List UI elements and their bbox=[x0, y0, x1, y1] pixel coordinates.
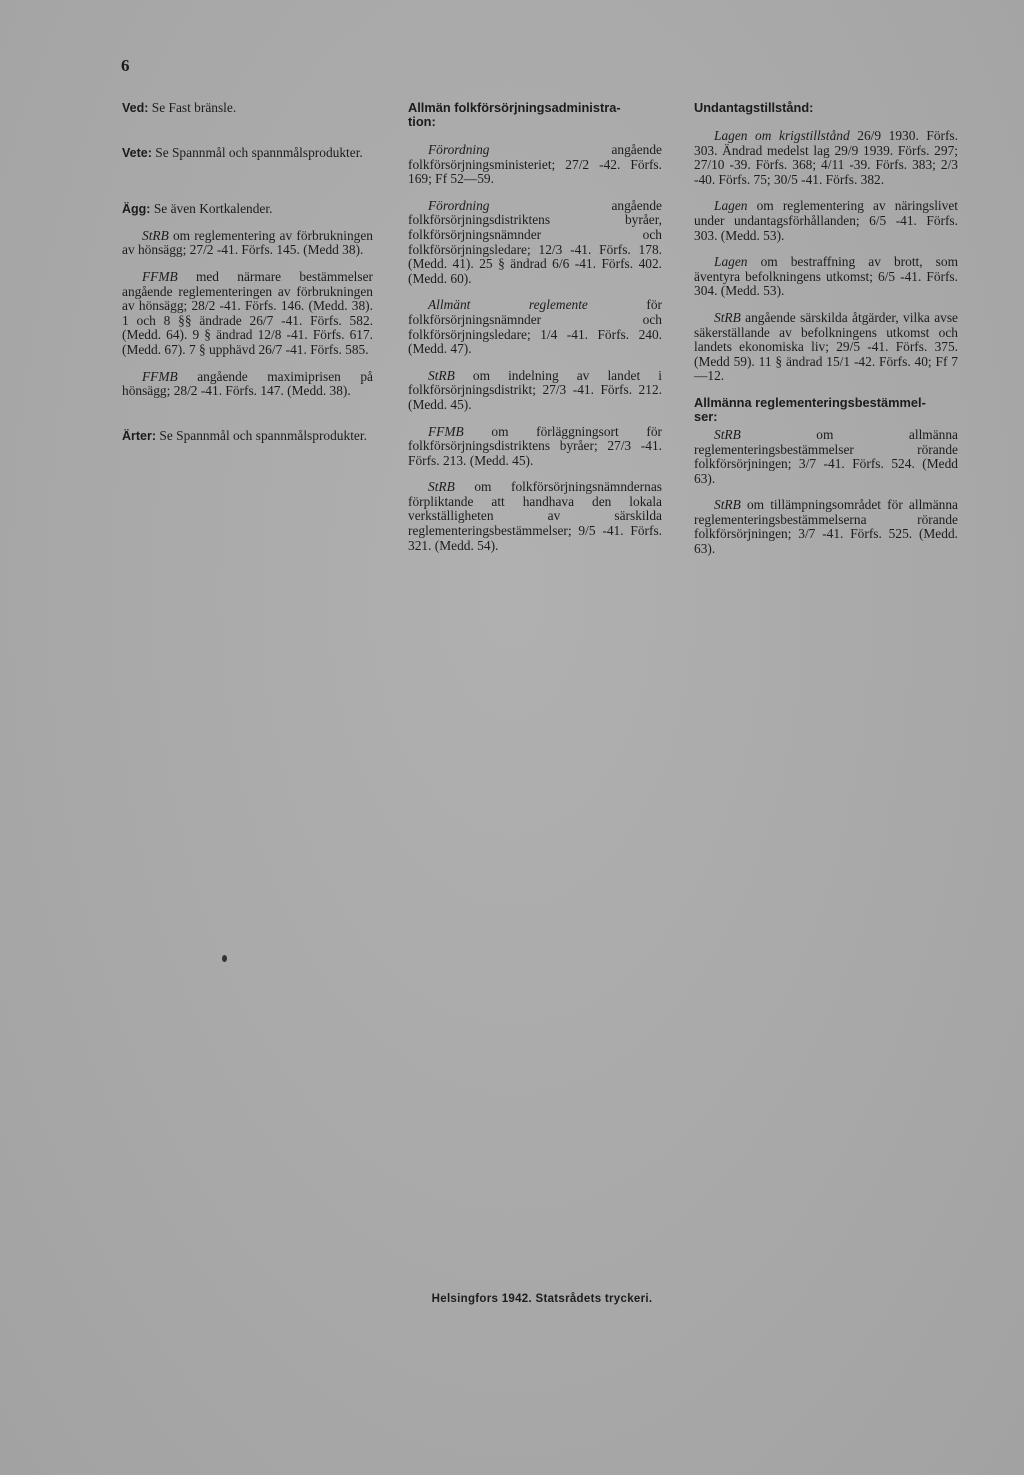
paragraph bbox=[408, 369, 662, 413]
entry-label: Vete: bbox=[122, 145, 152, 160]
paragraph bbox=[694, 255, 958, 299]
paragraph-text: angående folkförsörjningsministeriet; 27/2 -42. Förfs. 169; Ff 52—59. bbox=[408, 142, 662, 187]
paragraph-text: om reglementering av förbrukningen av hönsägg; 27/2 -41. Förfs. 145. (Medd 38). bbox=[122, 227, 373, 258]
paragraph bbox=[694, 311, 958, 384]
section-heading bbox=[408, 101, 662, 129]
entry-arter bbox=[122, 429, 373, 444]
column-right bbox=[694, 101, 958, 569]
paragraph-text: om bestraffning av brott, som äventyra befolkningens utkomst; 6/5 -41. Förfs. 304. (Medd. 53). bbox=[694, 254, 958, 299]
paragraph-text: 26/9 1930. Förfs. 303. Ändrad medelst lag 29/9 1939. Förfs. 297; 27/10 -39. Förfs. 368; 4/11 -39. Förfs. 383; 2/3 -40. Förfs. 75; 30/5 -41. Förfs. 382. bbox=[694, 128, 958, 187]
entry-text: Se Spannmål och spannmålsprodukter. bbox=[159, 427, 367, 443]
paragraph-lead: Lagen bbox=[714, 198, 748, 214]
paragraph bbox=[408, 298, 662, 356]
entry-text: Se Spannmål och spannmålsprodukter. bbox=[155, 144, 363, 160]
paragraph bbox=[122, 370, 373, 399]
entry-label: Ägg: bbox=[122, 202, 151, 217]
section-heading: Undantagstillstånd: bbox=[694, 100, 814, 115]
section-heading-line: ser: bbox=[694, 408, 718, 424]
section-heading-line: Allmänna reglementeringsbestämmel- bbox=[694, 394, 926, 410]
printer-imprint: Helsingfors 1942. Statsrådets tryckeri. bbox=[431, 1293, 653, 1305]
paragraph-lead: FFMB bbox=[428, 423, 464, 439]
paragraph-lead: Lagen om krigstillstånd bbox=[714, 128, 850, 143]
entry-label: Ved: bbox=[122, 101, 149, 115]
paragraph-lead: StRB bbox=[142, 227, 169, 243]
entry-vete bbox=[122, 146, 373, 161]
paragraph-lead: StRB bbox=[428, 479, 455, 495]
paragraph bbox=[694, 428, 958, 486]
paragraph-lead: StRB bbox=[714, 426, 741, 442]
paragraph-lead: Förordning bbox=[428, 197, 490, 213]
paragraph-lead: FFMB bbox=[142, 268, 178, 284]
paragraph-lead: Allmänt reglemente bbox=[428, 297, 588, 313]
paragraph-text: med närmare bestämmelser angående reglementeringen av förbrukningen av hönsägg; 28/2 -41. Förfs. 146. (Medd. 38). 1 och 8 §§ ändrade 26/7 -41. Förfs. 582. (Medd. 64). 9 § ändrad 12/8 -41. Förfs. 617. (Medd. 67). 7 § upphävd 26/7 -41. Förfs. 585. bbox=[122, 268, 373, 357]
section-heading-line: Allmän folkförsörjningsadministra- bbox=[408, 100, 621, 115]
entry-text: Se även Kortkalender. bbox=[153, 201, 273, 217]
entry-ved bbox=[122, 101, 373, 116]
paragraph-text: om reglementering av näringslivet under undantagsförhållanden; 6/5 -41. Förfs. 303. (Medd. 53). bbox=[694, 198, 958, 243]
column-middle bbox=[408, 101, 662, 565]
paragraph-lead: Lagen bbox=[714, 254, 748, 270]
paragraph-lead: StRB bbox=[714, 497, 741, 513]
section-heading-line: tion: bbox=[408, 114, 436, 129]
page-number: 6 bbox=[121, 56, 130, 75]
paragraph bbox=[408, 143, 662, 187]
paragraph-text: för folkförsörjningsnämnder och folkförsörjningsledare; 1/4 -41. Förfs. 240. (Medd. 47). bbox=[408, 297, 662, 357]
paragraph bbox=[408, 425, 662, 469]
entry-label: Ärter: bbox=[122, 428, 157, 443]
paragraph bbox=[122, 270, 373, 358]
paragraph-text: om folkförsörjningsnämndernas förpliktande att handhava den lokala verkställigheten av särskilda reglementeringsbestämmelser; 9/5 -41. Förfs. 321. (Medd. 54). bbox=[408, 479, 662, 553]
paragraph bbox=[408, 199, 662, 287]
ink-speck bbox=[222, 955, 227, 962]
entry-text: Se Fast bränsle. bbox=[151, 100, 237, 115]
paragraph bbox=[694, 498, 958, 556]
paragraph-text: angående folkförsörjningsdistriktens byråer, folkförsörjningsnämnder och folkförsörjningsledare; 12/3 -41. Förfs. 178. (Medd. 41). 25 § ändrad 6/6 -41. Förfs. 402. (Medd. 60). bbox=[408, 197, 662, 286]
paragraph bbox=[694, 199, 958, 243]
paragraph-text: angående särskilda åtgärder, vilka avse säkerställande av befolkningens utkomst och landets ekonomiska liv; 29/5 -41. Förfs. 375. (Medd 59). 11 § ändrad 15/1 -42. Förfs. 40; Ff 7—12. bbox=[694, 309, 958, 384]
paragraph-text: om tillämpningsområdet för allmänna reglementeringsbestämmelserna rörande folkförsörjningen; 3/7 -41. Förfs. 525. (Medd. 63). bbox=[694, 497, 958, 557]
paragraph bbox=[408, 480, 662, 553]
paragraph-text: om förläggningsort för folkförsörjningsdistriktens byråer; 27/3 -41. Förfs. 213. (Medd. 45). bbox=[408, 423, 662, 468]
paragraph-lead: Förordning bbox=[428, 142, 490, 157]
paragraph-lead: StRB bbox=[428, 367, 455, 383]
paragraph-text: angående maximiprisen på hönsägg; 28/2 -41. Förfs. 147. (Medd. 38). bbox=[122, 368, 373, 399]
paragraph-text: om indelning av landet i folkförsörjningsdistrikt; 27/3 -41. Förfs. 212. (Medd. 45). bbox=[408, 367, 662, 412]
paragraph bbox=[694, 129, 958, 187]
section-heading bbox=[694, 396, 958, 424]
paragraph-lead: FFMB bbox=[142, 368, 178, 384]
paragraph-lead: StRB bbox=[714, 309, 741, 325]
column-left bbox=[122, 101, 373, 455]
entry-agg bbox=[122, 202, 373, 217]
paragraph bbox=[122, 229, 373, 258]
paragraph-text: om allmänna reglementeringsbestämmelser rörande folkförsörjningen; 3/7 -41. Förfs. 524. (Medd 63). bbox=[694, 426, 958, 486]
